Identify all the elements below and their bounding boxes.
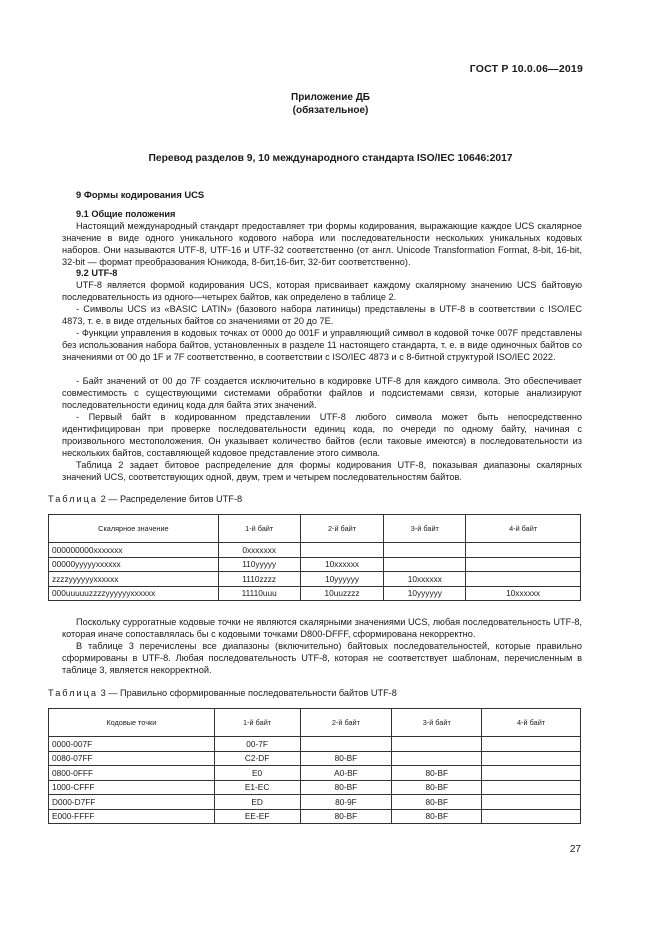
table-cell: 80-9F	[300, 795, 392, 810]
table-cell	[482, 766, 581, 781]
table-cell	[482, 809, 581, 824]
table-3	[48, 708, 581, 824]
appendix-subtitle: (обязательное)	[292, 105, 369, 116]
table-cell	[384, 543, 466, 558]
table-cell	[384, 557, 466, 572]
table-cell: 10xxxxxx	[466, 586, 581, 601]
table-cell	[482, 780, 581, 795]
table-cell: 000uuuuuzzzzyyyyyyxxxxxx	[49, 586, 219, 601]
table-cell: C2-DF	[214, 751, 300, 766]
table-cell: E1-EC	[214, 780, 300, 795]
table-cell: 10yyyyyy	[300, 572, 384, 587]
paragraph: - Символы UCS из «BASIC LATIN» (базового набора латиницы) представлены в UTF-8 в соответствии с ISO/IEC 4873, т. е. в виде отдельных байтов со значениями от 20 до 7E.	[62, 304, 582, 326]
table-cell: 000000000xxxxxxx	[49, 543, 219, 558]
table-cell: 80-BF	[392, 809, 482, 824]
table-row	[49, 751, 581, 766]
table-cell	[392, 737, 482, 752]
table-cell: 80-BF	[300, 809, 392, 824]
main-title: Перевод разделов 9, 10 международного стандарта ISO/IEC 10646:2017	[148, 153, 513, 164]
table-cell: 10yyyyyy	[384, 586, 466, 601]
table-cell	[482, 737, 581, 752]
paragraph: - Функции управления в кодовых точках от 0000 до 001F и управляющий символ в кодовой точке 007F представлены без использования набора байтов, установленных в разделе 11 настоящего стандарта, т. е. в виде одиночных байтов со значениями от 00 до 1F и 7F соответственно, в соответствии с ISO/IEC 4873 и с 8-битной структурой ISO/IEC 2022.	[62, 328, 582, 362]
table-cell: 1110zzzz	[218, 572, 300, 587]
table-cell	[300, 737, 392, 752]
table-cell: 110yyyyy	[218, 557, 300, 572]
table-cell: 80-BF	[392, 766, 482, 781]
table-cell: 0800-0FFF	[49, 766, 215, 781]
table-cell: 10xxxxxx	[300, 557, 384, 572]
column-header: 4-й байт	[466, 515, 581, 543]
table-cell: 00-7F	[214, 737, 300, 752]
table-cell: ED	[214, 795, 300, 810]
section-9-heading: 9 Формы кодирования UCS	[76, 189, 205, 200]
table-row	[49, 809, 581, 824]
column-header: 1-й байт	[218, 515, 300, 543]
table-2	[48, 514, 581, 601]
table-cell	[466, 557, 581, 572]
document-code: ГОСТ Р 10.0.06—2019	[469, 63, 583, 75]
table-row	[49, 572, 581, 587]
table-cell: 0xxxxxxx	[218, 543, 300, 558]
table-cell: 80-BF	[392, 795, 482, 810]
page-number: 27	[569, 844, 581, 855]
column-header: Кодовые точки	[49, 709, 215, 737]
table-cell: 80-BF	[300, 780, 392, 795]
table-cell	[482, 795, 581, 810]
table-cell: 10uuzzzz	[300, 586, 384, 601]
table-row	[49, 780, 581, 795]
column-header: 2-й байт	[300, 515, 384, 543]
table-cell	[482, 751, 581, 766]
paragraph: Настоящий международный стандарт предоставляет три формы кодирования, выражающие каждое UCS скалярное значение в виде одного уникального кодового набора или последовательности нескольких уникальных кодовых наборов. Они называются UTF-8, UTF-16 и UTF-32 соответственно (от англ. Unicode Transformation Format, 8-bit, 16-bit, 32-bit — формат преобразования Юникода, 8-бит,16-бит, 32-бит соответственно).	[62, 221, 582, 267]
table-cell: E000-FFFF	[49, 809, 215, 824]
paragraph: Таблица 2 задает битовое распределение для формы кодирования UTF-8, показывая диапазоны скалярных значений UCS, соответствующих одной, двум, трем и четырем последовательностям байтов.	[62, 460, 582, 482]
table-header-row	[49, 709, 581, 737]
paragraph: - Первый байт в кодированном представлении UTF-8 любого символа может быть непосредственно идентифицирован при проверке последовательности единиц кода, по очереди по одному байту, начиная с произвольного местоположения. Он указывает количество байтов (если таковые имеются) в последовательности из нескольких байтов, составляющей кодовое представление этого символа.	[62, 412, 582, 458]
paragraph: UTF-8 является формой кодирования UCS, которая присваивает каждому скалярному значению UCS байтовую последовательность из одного—четырех байтов, как определено в таблице 2.	[62, 280, 582, 302]
table-cell: 80-BF	[392, 780, 482, 795]
table-row	[49, 543, 581, 558]
column-header: Скалярное значение	[49, 515, 219, 543]
table-cell	[300, 543, 384, 558]
column-header: 1-й байт	[214, 709, 300, 737]
table-row	[49, 557, 581, 572]
table-cell: EE-EF	[214, 809, 300, 824]
table-cell	[466, 543, 581, 558]
table-header-row	[49, 515, 581, 543]
table-cell: 80-BF	[300, 751, 392, 766]
table-row	[49, 795, 581, 810]
paragraph: - Байт значений от 00 до 7F создается исключительно в кодировке UTF-8 для каждого символа. Это обеспечивает совместимость с существующими системами обработки файлов и подсистемами связи, которые анализируют последовательности единиц кода для байта этих значений.	[62, 376, 582, 410]
table-cell: A0-BF	[300, 766, 392, 781]
table-cell: 1000-CFFF	[49, 780, 215, 795]
table-row	[49, 766, 581, 781]
table-3-caption: Таблица 3 — Правильно сформированные последовательности байтов UTF-8	[48, 688, 397, 698]
paragraph: В таблице 3 перечислены все диапазоны (включительно) байтовых последовательностей, которые правильно сформированы в UTF-8. Любая последовательность UTF-8, которая не соответствует шаблонам, перечисленным в таблице 3, является некорректной.	[62, 641, 582, 675]
section-9-1-heading: 9.1 Общие положения	[76, 209, 176, 219]
table-cell: 00000yyyyyxxxxxx	[49, 557, 219, 572]
table-cell: 0000-007F	[49, 737, 215, 752]
table-row	[49, 586, 581, 601]
table-cell: 10xxxxxx	[384, 572, 466, 587]
appendix-title: Приложение ДБ	[291, 92, 370, 103]
table-2-caption: Таблица 2 — Распределение битов UTF-8	[48, 494, 243, 504]
table-cell: 0080-07FF	[49, 751, 215, 766]
column-header: 3-й байт	[392, 709, 482, 737]
table-cell: E0	[214, 766, 300, 781]
table-cell: 11110uuu	[218, 586, 300, 601]
paragraph: Поскольку суррогатные кодовые точки не являются скалярными значениями UCS, любая последовательность UTF-8, которая иначе сопоставлялась бы с кодовыми точками D800-DFFF, сформирована некорректно.	[62, 617, 582, 639]
section-9-2-heading: 9.2 UTF-8	[76, 268, 118, 278]
table-cell	[392, 751, 482, 766]
table-cell: zzzzyyyyyyxxxxxx	[49, 572, 219, 587]
column-header: 4-й байт	[482, 709, 581, 737]
table-cell	[466, 572, 581, 587]
column-header: 2-й байт	[300, 709, 392, 737]
column-header: 3-й байт	[384, 515, 466, 543]
table-cell: D000-D7FF	[49, 795, 215, 810]
table-row	[49, 737, 581, 752]
